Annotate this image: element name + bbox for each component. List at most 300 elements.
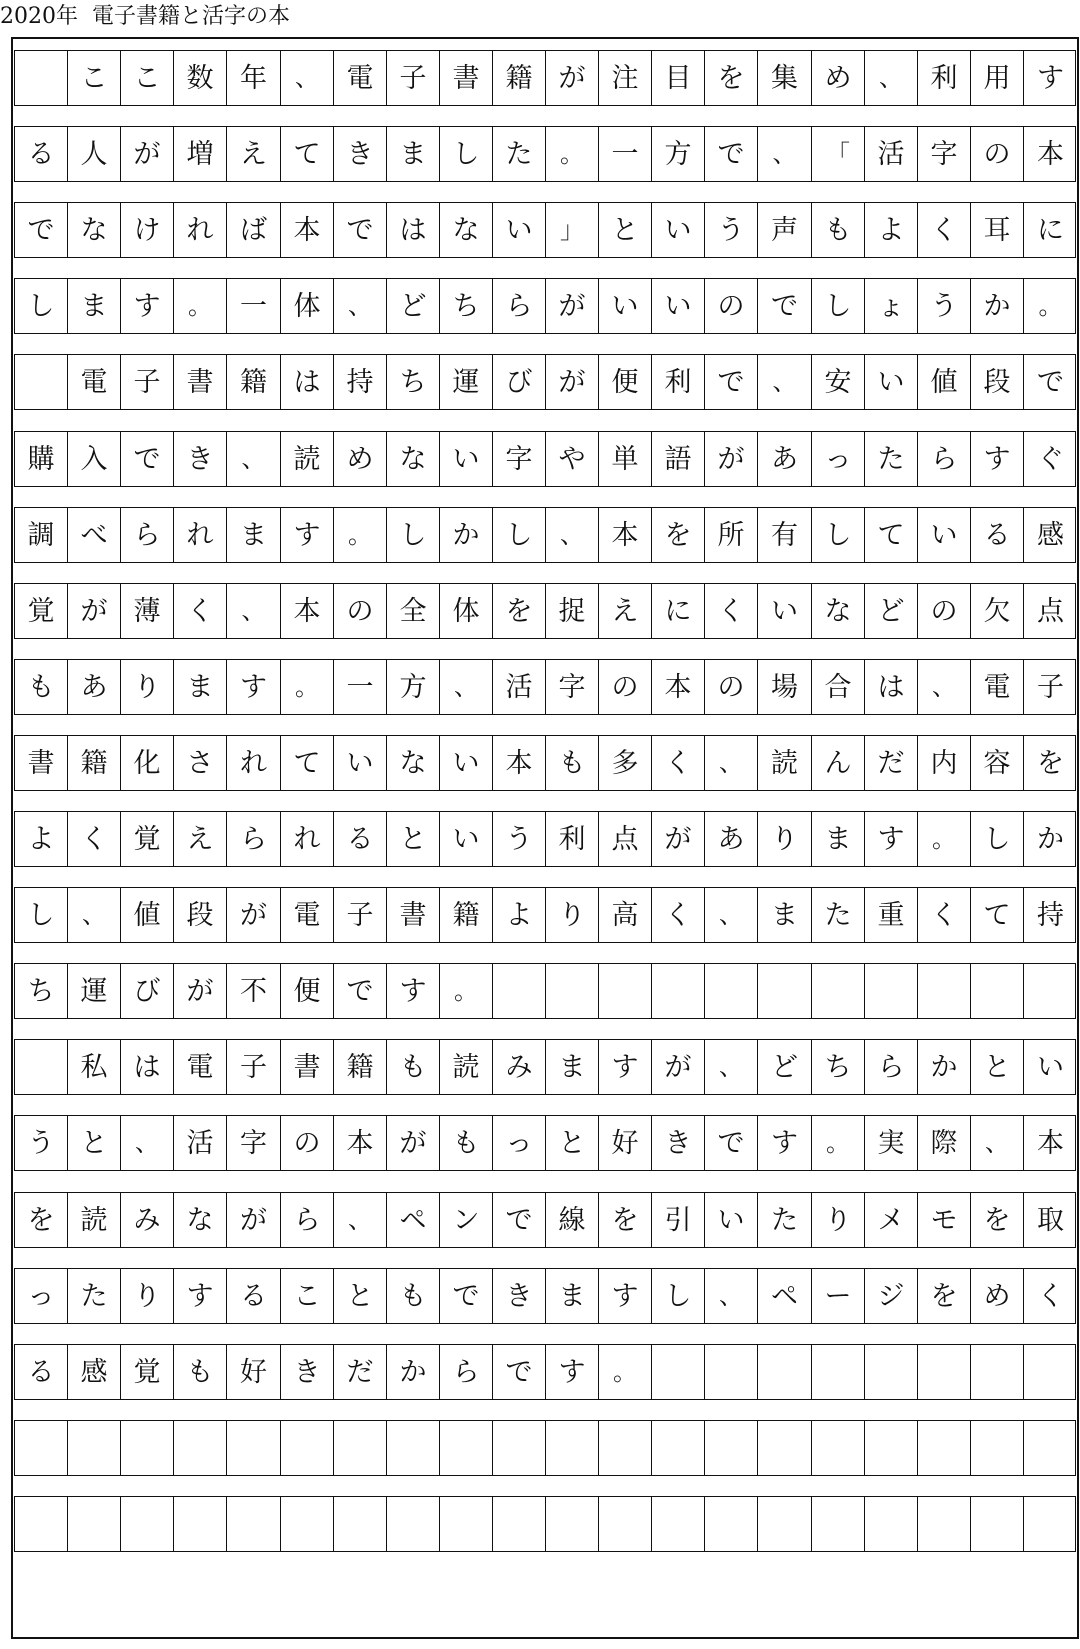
manuscript-cell: 本 bbox=[281, 584, 334, 638]
manuscript-cell bbox=[1024, 1421, 1077, 1475]
manuscript-cell: 便 bbox=[281, 964, 334, 1018]
manuscript-cell: 「 bbox=[812, 127, 865, 181]
manuscript-cell bbox=[918, 1345, 971, 1399]
manuscript-cell: 活 bbox=[493, 660, 546, 714]
manuscript-cell: 子 bbox=[1037, 671, 1064, 703]
manuscript-cell: す bbox=[227, 660, 281, 714]
manuscript-cell: の bbox=[599, 660, 652, 714]
manuscript-cell: め bbox=[971, 1269, 1024, 1323]
manuscript-cell: え bbox=[599, 584, 652, 638]
manuscript-cell bbox=[865, 1345, 918, 1399]
manuscript-cell: 、 bbox=[440, 660, 493, 714]
manuscript-cell: ま bbox=[758, 888, 812, 942]
manuscript-cell: す bbox=[599, 1269, 652, 1323]
manuscript-cell: っ bbox=[15, 1269, 68, 1323]
manuscript-cell: り bbox=[121, 1269, 174, 1323]
manuscript-cell: 便 bbox=[599, 355, 652, 409]
manuscript-cell: 注 bbox=[599, 51, 652, 105]
manuscript-cell: 点 bbox=[1037, 595, 1064, 627]
manuscript-cell: し bbox=[971, 812, 1024, 866]
manuscript-cell bbox=[493, 964, 546, 1018]
manuscript-cell: や bbox=[546, 432, 599, 486]
manuscript-cell: す bbox=[599, 1040, 652, 1094]
manuscript-cell: 一 bbox=[599, 127, 652, 181]
manuscript-cell: い bbox=[440, 432, 493, 486]
manuscript-cell: 、 bbox=[705, 888, 758, 942]
manuscript-cell: 数 bbox=[174, 51, 227, 105]
manuscript-cell: ら bbox=[493, 279, 546, 333]
manuscript-cell: っ bbox=[812, 432, 865, 486]
manuscript-cell: 書 bbox=[440, 51, 493, 105]
manuscript-cell: く bbox=[918, 203, 971, 257]
manuscript-cell: く bbox=[652, 888, 705, 942]
manuscript-cell: 、 bbox=[705, 1040, 758, 1094]
manuscript-cell: い bbox=[758, 584, 812, 638]
manuscript-cell: る bbox=[227, 1269, 281, 1323]
manuscript-cell bbox=[227, 1421, 281, 1475]
manuscript-cell: 高 bbox=[599, 888, 652, 942]
manuscript-cell: い bbox=[440, 736, 493, 790]
manuscript-cell: ま bbox=[812, 812, 865, 866]
manuscript-cell: く bbox=[705, 584, 758, 638]
manuscript-cell: で bbox=[1037, 366, 1064, 398]
manuscript-cell: し bbox=[493, 508, 546, 562]
manuscript-cell: れ bbox=[227, 736, 281, 790]
manuscript-cell: 入 bbox=[68, 432, 121, 486]
manuscript-cell: が bbox=[546, 51, 599, 105]
manuscript-cell: が bbox=[546, 279, 599, 333]
manuscript-cell: う bbox=[918, 279, 971, 333]
manuscript-cell: い bbox=[1037, 1051, 1064, 1083]
manuscript-cell: 購 bbox=[15, 432, 68, 486]
manuscript-cell: く bbox=[652, 736, 705, 790]
manuscript-cell: 不 bbox=[227, 964, 281, 1018]
manuscript-cell: 書 bbox=[281, 1040, 334, 1094]
manuscript-row bbox=[14, 811, 1076, 867]
manuscript-cell: が bbox=[387, 1116, 440, 1170]
manuscript-cell: 、 bbox=[705, 1269, 758, 1323]
manuscript-cell: 、 bbox=[121, 1116, 174, 1170]
manuscript-cell: え bbox=[174, 812, 227, 866]
manuscript-cell: り bbox=[121, 660, 174, 714]
manuscript-cell bbox=[546, 964, 599, 1018]
manuscript-cell: て bbox=[281, 736, 334, 790]
manuscript-cell: で bbox=[440, 1269, 493, 1323]
manuscript-cell: た bbox=[68, 1269, 121, 1323]
manuscript-cell bbox=[599, 1497, 652, 1551]
manuscript-cell: な bbox=[387, 432, 440, 486]
manuscript-cell: き bbox=[281, 1345, 334, 1399]
manuscript-cell: ど bbox=[387, 279, 440, 333]
manuscript-cell: た bbox=[812, 888, 865, 942]
manuscript-cell: 年 bbox=[227, 51, 281, 105]
manuscript-cell: し bbox=[15, 888, 68, 942]
manuscript-cell: 欠 bbox=[971, 584, 1024, 638]
manuscript-cell: 字 bbox=[227, 1116, 281, 1170]
manuscript-cell: る bbox=[971, 508, 1024, 562]
manuscript-cell: の bbox=[918, 584, 971, 638]
manuscript-cell: す bbox=[546, 1345, 599, 1399]
manuscript-cell: 。 bbox=[174, 279, 227, 333]
manuscript-cell: ち bbox=[387, 355, 440, 409]
document-title: 2020年 電子書籍と活字の本 bbox=[0, 4, 290, 29]
manuscript-cell: ら bbox=[918, 432, 971, 486]
manuscript-cell: ま bbox=[387, 127, 440, 181]
manuscript-cell bbox=[758, 1421, 812, 1475]
manuscript-cell: 書 bbox=[174, 355, 227, 409]
manuscript-cell: の bbox=[705, 279, 758, 333]
manuscript-cell: 子 bbox=[387, 51, 440, 105]
manuscript-cell bbox=[705, 1421, 758, 1475]
manuscript-row bbox=[14, 1268, 1076, 1324]
manuscript-cell: ら bbox=[281, 1193, 334, 1247]
manuscript-cell: の bbox=[281, 1116, 334, 1170]
manuscript-cell: な bbox=[812, 584, 865, 638]
manuscript-cell: 、 bbox=[281, 51, 334, 105]
manuscript-cell bbox=[387, 1497, 440, 1551]
manuscript-cell: う bbox=[705, 203, 758, 257]
manuscript-cell: が bbox=[227, 1193, 281, 1247]
manuscript-row bbox=[14, 1192, 1076, 1248]
manuscript-cell bbox=[440, 1421, 493, 1475]
manuscript-cell: 一 bbox=[334, 660, 387, 714]
manuscript-cell: を bbox=[15, 1193, 68, 1247]
manuscript-cell bbox=[918, 964, 971, 1018]
manuscript-cell: す bbox=[174, 1269, 227, 1323]
manuscript-cell: だ bbox=[334, 1345, 387, 1399]
manuscript-cell bbox=[918, 1421, 971, 1475]
manuscript-cell: て bbox=[971, 888, 1024, 942]
manuscript-cell: は bbox=[865, 660, 918, 714]
manuscript-cell: り bbox=[758, 812, 812, 866]
manuscript-cell: い bbox=[493, 203, 546, 257]
manuscript-cell bbox=[865, 1497, 918, 1551]
manuscript-row bbox=[14, 1039, 1076, 1095]
manuscript-cell bbox=[546, 1497, 599, 1551]
manuscript-cell: い bbox=[334, 736, 387, 790]
manuscript-cell: 語 bbox=[652, 432, 705, 486]
manuscript-cell: 、 bbox=[758, 355, 812, 409]
manuscript-row bbox=[14, 735, 1076, 791]
manuscript-cell: 体 bbox=[281, 279, 334, 333]
manuscript-cell: し bbox=[440, 127, 493, 181]
manuscript-cell bbox=[174, 1497, 227, 1551]
manuscript-cell: も bbox=[546, 736, 599, 790]
manuscript-cell: を bbox=[705, 51, 758, 105]
manuscript-cell: い bbox=[599, 279, 652, 333]
manuscript-cell: 読 bbox=[281, 432, 334, 486]
manuscript-cell: 捉 bbox=[546, 584, 599, 638]
manuscript-cell: ま bbox=[546, 1269, 599, 1323]
manuscript-cell: る bbox=[15, 127, 68, 181]
manuscript-cell: 電 bbox=[174, 1040, 227, 1094]
manuscript-cell: 一 bbox=[227, 279, 281, 333]
manuscript-cell: 活 bbox=[865, 127, 918, 181]
manuscript-cell: 覚 bbox=[121, 812, 174, 866]
manuscript-cell bbox=[812, 1345, 865, 1399]
manuscript-cell: き bbox=[334, 127, 387, 181]
manuscript-cell: な bbox=[174, 1193, 227, 1247]
manuscript-cell: 電 bbox=[971, 660, 1024, 714]
manuscript-row bbox=[14, 507, 1076, 563]
manuscript-cell: 運 bbox=[440, 355, 493, 409]
manuscript-cell: 子 bbox=[334, 888, 387, 942]
manuscript-cell: ち bbox=[440, 279, 493, 333]
manuscript-cell: 本 bbox=[1037, 138, 1064, 170]
manuscript-cell: た bbox=[493, 127, 546, 181]
manuscript-cell bbox=[971, 1497, 1024, 1551]
manuscript-cell: 薄 bbox=[121, 584, 174, 638]
manuscript-cell: 体 bbox=[440, 584, 493, 638]
manuscript-cell: ら bbox=[121, 508, 174, 562]
manuscript-cell: が bbox=[546, 355, 599, 409]
manuscript-cell: 、 bbox=[546, 508, 599, 562]
manuscript-cell: く bbox=[174, 584, 227, 638]
manuscript-cell: し bbox=[15, 279, 68, 333]
manuscript-cell: か bbox=[918, 1040, 971, 1094]
manuscript-cell: 本 bbox=[334, 1116, 387, 1170]
manuscript-cell: く bbox=[1037, 1280, 1064, 1312]
manuscript-cell: 段 bbox=[174, 888, 227, 942]
manuscript-cell bbox=[758, 1497, 812, 1551]
manuscript-cell: 感 bbox=[1037, 519, 1064, 551]
manuscript-cell: と bbox=[334, 1269, 387, 1323]
manuscript-cell: の bbox=[334, 584, 387, 638]
manuscript-cell: こ bbox=[68, 51, 121, 105]
manuscript-cell: メ bbox=[865, 1193, 918, 1247]
manuscript-cell: 、 bbox=[68, 888, 121, 942]
manuscript-cell: 増 bbox=[174, 127, 227, 181]
manuscript-cell: べ bbox=[68, 508, 121, 562]
manuscript-cell bbox=[599, 964, 652, 1018]
manuscript-row bbox=[14, 1344, 1076, 1400]
manuscript-cell: か bbox=[971, 279, 1024, 333]
manuscript-cell: 籍 bbox=[440, 888, 493, 942]
manuscript-cell: 持 bbox=[1037, 899, 1064, 931]
manuscript-cell: 重 bbox=[865, 888, 918, 942]
manuscript-cell bbox=[652, 964, 705, 1018]
manuscript-cell: 、 bbox=[918, 660, 971, 714]
manuscript-cell: と bbox=[599, 203, 652, 257]
manuscript-cell: 合 bbox=[812, 660, 865, 714]
manuscript-cell: し bbox=[652, 1269, 705, 1323]
manuscript-cell: を bbox=[971, 1193, 1024, 1247]
manuscript-cell: 際 bbox=[918, 1116, 971, 1170]
manuscript-cell: で bbox=[705, 355, 758, 409]
manuscript-cell: 取 bbox=[1037, 1204, 1064, 1236]
manuscript-cell: 線 bbox=[546, 1193, 599, 1247]
manuscript-cell: ジ bbox=[865, 1269, 918, 1323]
manuscript-cell: 本 bbox=[652, 660, 705, 714]
manuscript-cell: 利 bbox=[918, 51, 971, 105]
manuscript-cell: 読 bbox=[758, 736, 812, 790]
manuscript-cell: 利 bbox=[652, 355, 705, 409]
manuscript-cell: は bbox=[281, 355, 334, 409]
manuscript-cell: 籍 bbox=[334, 1040, 387, 1094]
manuscript-cell: だ bbox=[865, 736, 918, 790]
manuscript-cell: 、 bbox=[334, 279, 387, 333]
manuscript-cell: で bbox=[334, 964, 387, 1018]
manuscript-cell: ん bbox=[812, 736, 865, 790]
manuscript-cell: 字 bbox=[546, 660, 599, 714]
manuscript-cell bbox=[440, 1497, 493, 1551]
manuscript-cell bbox=[971, 1421, 1024, 1475]
manuscript-cell: が bbox=[174, 964, 227, 1018]
manuscript-row bbox=[14, 202, 1076, 258]
manuscript-cell bbox=[971, 1345, 1024, 1399]
manuscript-cell bbox=[68, 1421, 121, 1475]
manuscript-cell: 段 bbox=[971, 355, 1024, 409]
manuscript-cell: 字 bbox=[918, 127, 971, 181]
manuscript-cell: を bbox=[1037, 747, 1064, 779]
manuscript-cell: 本 bbox=[1037, 1127, 1064, 1159]
manuscript-cell: よ bbox=[15, 812, 68, 866]
manuscript-cell: 集 bbox=[758, 51, 812, 105]
manuscript-cell: 活 bbox=[174, 1116, 227, 1170]
manuscript-cell: ー bbox=[812, 1269, 865, 1323]
manuscript-cell: れ bbox=[281, 812, 334, 866]
manuscript-cell: ぐ bbox=[1037, 443, 1064, 475]
manuscript-cell: も bbox=[440, 1116, 493, 1170]
manuscript-cell: 。 bbox=[1038, 292, 1063, 320]
manuscript-cell: 人 bbox=[68, 127, 121, 181]
manuscript-cell: り bbox=[812, 1193, 865, 1247]
manuscript-cell: 有 bbox=[758, 508, 812, 562]
manuscript-cell bbox=[15, 1497, 68, 1551]
manuscript-cell bbox=[493, 1497, 546, 1551]
manuscript-cell: す bbox=[121, 279, 174, 333]
manuscript-cell: っ bbox=[493, 1116, 546, 1170]
manuscript-cell: い bbox=[705, 1193, 758, 1247]
manuscript-cell bbox=[68, 1497, 121, 1551]
manuscript-cell bbox=[599, 1421, 652, 1475]
manuscript-cell: 、 bbox=[227, 432, 281, 486]
manuscript-cell: 子 bbox=[121, 355, 174, 409]
manuscript-cell: ら bbox=[865, 1040, 918, 1094]
manuscript-cell: し bbox=[812, 508, 865, 562]
manuscript-cell: て bbox=[281, 127, 334, 181]
manuscript-row bbox=[14, 50, 1076, 106]
manuscript-cell: 本 bbox=[599, 508, 652, 562]
manuscript-cell: 、 bbox=[865, 51, 918, 105]
manuscript-cell: 本 bbox=[281, 203, 334, 257]
manuscript-cell: 場 bbox=[758, 660, 812, 714]
manuscript-cell bbox=[652, 1497, 705, 1551]
manuscript-cell: う bbox=[493, 812, 546, 866]
manuscript-cell: も bbox=[15, 660, 68, 714]
manuscript-cell: か bbox=[387, 1345, 440, 1399]
manuscript-cell: ち bbox=[812, 1040, 865, 1094]
manuscript-cell: 利 bbox=[546, 812, 599, 866]
manuscript-cell: の bbox=[971, 127, 1024, 181]
manuscript-cell: 籍 bbox=[68, 736, 121, 790]
manuscript-cell: 、 bbox=[758, 127, 812, 181]
manuscript-cell: す bbox=[281, 508, 334, 562]
manuscript-cell: 運 bbox=[68, 964, 121, 1018]
manuscript-cell: と bbox=[68, 1116, 121, 1170]
manuscript-cell: 。 bbox=[546, 127, 599, 181]
manuscript-cell: あ bbox=[68, 660, 121, 714]
manuscript-cell: な bbox=[387, 736, 440, 790]
manuscript-cell: め bbox=[812, 51, 865, 105]
manuscript-cell: 好 bbox=[227, 1345, 281, 1399]
manuscript-cell: で bbox=[705, 127, 758, 181]
manuscript-cell: を bbox=[652, 508, 705, 562]
manuscript-cell: 電 bbox=[334, 51, 387, 105]
manuscript-cell: ど bbox=[758, 1040, 812, 1094]
manuscript-cell: 書 bbox=[15, 736, 68, 790]
manuscript-cell: あ bbox=[705, 812, 758, 866]
manuscript-cell: 所 bbox=[705, 508, 758, 562]
manuscript-cell: 書 bbox=[387, 888, 440, 942]
manuscript-cell bbox=[281, 1497, 334, 1551]
manuscript-cell: 声 bbox=[758, 203, 812, 257]
manuscript-cell: た bbox=[758, 1193, 812, 1247]
manuscript-cell: が bbox=[652, 812, 705, 866]
manuscript-cell: し bbox=[387, 508, 440, 562]
manuscript-cell: て bbox=[865, 508, 918, 562]
manuscript-cell: こ bbox=[121, 51, 174, 105]
manuscript-cell: ら bbox=[440, 1345, 493, 1399]
manuscript-cell: す bbox=[971, 432, 1024, 486]
manuscript-cell bbox=[1024, 1345, 1077, 1399]
manuscript-cell: で bbox=[15, 203, 68, 257]
manuscript-cell: よ bbox=[865, 203, 918, 257]
manuscript-cell: た bbox=[865, 432, 918, 486]
manuscript-cell: が bbox=[227, 888, 281, 942]
manuscript-cell: ペ bbox=[387, 1193, 440, 1247]
manuscript-cell bbox=[493, 1421, 546, 1475]
manuscript-cell: 多 bbox=[599, 736, 652, 790]
manuscript-cell: 実 bbox=[865, 1116, 918, 1170]
manuscript-cell: い bbox=[918, 508, 971, 562]
manuscript-cell bbox=[971, 964, 1024, 1018]
manuscript-cell: ま bbox=[174, 660, 227, 714]
manuscript-cell: 安 bbox=[812, 355, 865, 409]
manuscript-cell: 覚 bbox=[121, 1345, 174, 1399]
manuscript-cell bbox=[918, 1497, 971, 1551]
manuscript-cell: に bbox=[652, 584, 705, 638]
manuscript-cell: れ bbox=[174, 203, 227, 257]
manuscript-cell: 籍 bbox=[227, 355, 281, 409]
manuscript-cell: 用 bbox=[971, 51, 1024, 105]
manuscript-cell: な bbox=[68, 203, 121, 257]
manuscript-cell: 目 bbox=[652, 51, 705, 105]
manuscript-cell: は bbox=[387, 203, 440, 257]
manuscript-cell: 。 bbox=[440, 964, 493, 1018]
manuscript-cell: が bbox=[705, 432, 758, 486]
manuscript-cell: み bbox=[121, 1193, 174, 1247]
manuscript-cell: 容 bbox=[971, 736, 1024, 790]
manuscript-cell: す bbox=[1037, 62, 1064, 94]
manuscript-cell: も bbox=[174, 1345, 227, 1399]
manuscript-row bbox=[14, 583, 1076, 639]
manuscript-cell: を bbox=[599, 1193, 652, 1247]
manuscript-cell: に bbox=[1037, 214, 1064, 246]
manuscript-cell bbox=[121, 1421, 174, 1475]
manuscript-cell: め bbox=[334, 432, 387, 486]
manuscript-row bbox=[14, 126, 1076, 182]
manuscript-cell: と bbox=[387, 812, 440, 866]
manuscript-cell: り bbox=[546, 888, 599, 942]
manuscript-cell: も bbox=[387, 1040, 440, 1094]
manuscript-cell bbox=[652, 1345, 705, 1399]
manuscript-cell: で bbox=[121, 432, 174, 486]
manuscript-cell: が bbox=[68, 584, 121, 638]
manuscript-cell: さ bbox=[174, 736, 227, 790]
manuscript-cell: 引 bbox=[652, 1193, 705, 1247]
manuscript-cell bbox=[758, 964, 812, 1018]
